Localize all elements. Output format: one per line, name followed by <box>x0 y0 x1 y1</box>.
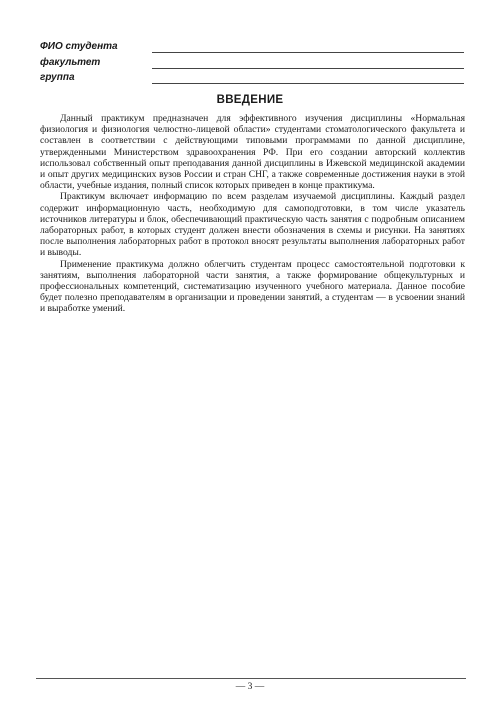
student-name-row <box>40 41 464 55</box>
group-label: группа <box>40 72 75 83</box>
faculty-label: факультет <box>40 57 101 68</box>
group-field[interactable] <box>152 83 464 84</box>
student-name-label: ФИО студента <box>40 41 118 52</box>
paragraph: Применение практикума должно облегчить студентам процесс самостоятельной подготовки к занятиям, выполнения лабораторной части занятия, а также формирование общекультурных и профессиональных компетенций, систематизацию изученного учебного материала. Данное пособие будет полезно преподавателям в организации и проведении занятий, а студентам — в усвоении знаний и выработке умений. <box>40 258 465 315</box>
faculty-field[interactable] <box>152 68 464 69</box>
page-number: — 3 — <box>235 682 265 692</box>
student-name-field[interactable] <box>152 52 464 53</box>
paragraph: Данный практикум предназначен для эффективного изучения дисциплины «Нормальная физиология и физиология челюстно-лицевой области» студентами стоматологического факультета и составлен в соответствии с действующими типовыми программами по данной дисциплине, утвержденными Министерством здравоохранения РФ. При его создании авторский коллектив использовал собственный опыт преподавания данной дисциплины в Ижевской медицинской академии и опыт других медицинских вузов России и стран СНГ, а также современные достижения науки в этой области, учебные издания, полный список которых приведен в конце практикума. <box>40 113 465 192</box>
group-row <box>40 72 464 86</box>
paragraph: Практикум включает информацию по всем разделам изучаемой дисциплины. Каждый раздел содержит информационную часть, необходимую для самоподготовки, в том числе указатель источников литературы и блок, обеспечивающий практическую часть занятия с подробным описанием лабораторных работ, в которых студент должен внести обозначения в схемы и рисунки. На занятиях после выполнения лабораторных работ в протокол вносят результаты выполнения лабораторных работ и выводы. <box>40 191 465 259</box>
page-title: ВВЕДЕНИЕ <box>216 94 284 106</box>
introduction-text <box>40 113 465 315</box>
footer-divider <box>36 678 466 679</box>
faculty-row <box>40 57 464 71</box>
